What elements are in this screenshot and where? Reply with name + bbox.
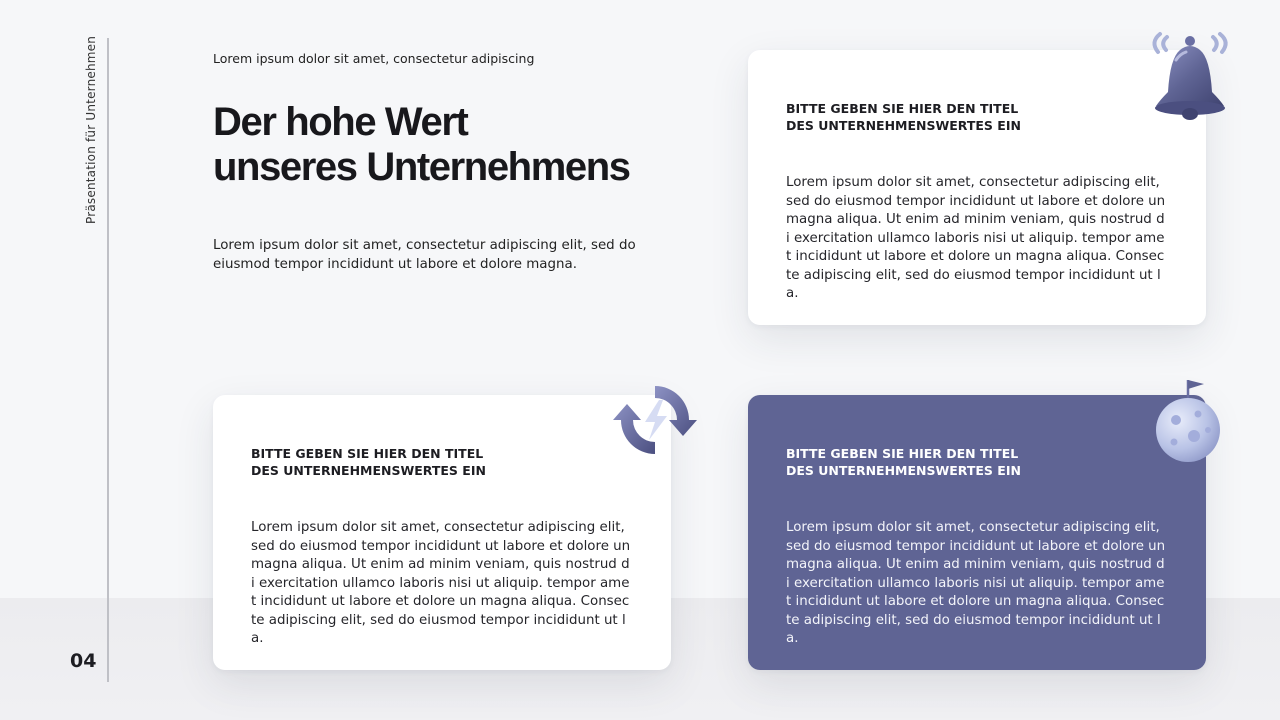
cycle-refresh-icon <box>609 374 701 466</box>
value-card-title <box>786 445 1168 479</box>
bell-icon <box>1144 28 1236 124</box>
value-card-3 <box>748 395 1206 670</box>
value-card-title <box>251 445 633 479</box>
vertical-presentation-label: Präsentation für Unternehmen <box>84 35 98 224</box>
slide-title-line-1: Der hohe Wert <box>213 100 468 144</box>
moon-flag-icon <box>1150 376 1230 466</box>
page-number: 04 <box>70 650 97 672</box>
value-card-2 <box>213 395 671 670</box>
value-card-title-line-2: DES UNTERNEHMENSWERTES EIN <box>786 118 1021 133</box>
value-card-title-line-2: DES UNTERNEHMENSWERTES EIN <box>251 463 486 478</box>
value-card-title-line-1: BITTE GEBEN SIE HIER DEN TITEL <box>786 446 1019 461</box>
value-card-body: Lorem ipsum dolor sit amet, consectetur adipiscing elit, sed do eiusmod tempor incididunt ut labore et dolore un magna aliqua. Ut enim ad minim veniam, quis nostrud di exercitation ullamco laboris nisi ut aliquip. tempor amet incididunt ut labore et dolore un magna aliqua. Consecte adipiscing elit, sed do eiusmod tempor incididunt ut la. <box>786 175 1166 301</box>
value-card-1 <box>748 50 1206 325</box>
vertical-divider <box>107 38 109 682</box>
value-card-title-line-2: DES UNTERNEHMENSWERTES EIN <box>786 463 1021 478</box>
slide-subtitle: Lorem ipsum dolor sit amet, consectetur adipiscing <box>213 51 535 66</box>
value-card-title-line-1: BITTE GEBEN SIE HIER DEN TITEL <box>251 446 484 461</box>
slide-title-line-2: unseres Unternehmens <box>213 145 630 189</box>
intro-text: Lorem ipsum dolor sit amet, consectetur adipiscing elit, sed do eiusmod tempor incididunt ut labore et dolore magna. <box>213 238 636 272</box>
value-card-title-line-1: BITTE GEBEN SIE HIER DEN TITEL <box>786 101 1019 116</box>
value-card-title <box>786 100 1168 134</box>
slide-title <box>213 100 630 190</box>
value-card-body: Lorem ipsum dolor sit amet, consectetur adipiscing elit, sed do eiusmod tempor incididunt ut labore et dolore un magna aliqua. Ut enim ad minim veniam, quis nostrud di exercitation ullamco laboris nisi ut aliquip. tempor amet incididunt ut labore et dolore un magna aliqua. Consecte adipiscing elit, sed do eiusmod tempor incididunt ut la. <box>251 520 631 646</box>
value-card-body: Lorem ipsum dolor sit amet, consectetur adipiscing elit, sed do eiusmod tempor incididunt ut labore et dolore un magna aliqua. Ut enim ad minim veniam, quis nostrud di exercitation ullamco laboris nisi ut aliquip. tempor amet incididunt ut labore et dolore un magna aliqua. Consecte adipiscing elit, sed do eiusmod tempor incididunt ut la. <box>786 520 1166 646</box>
